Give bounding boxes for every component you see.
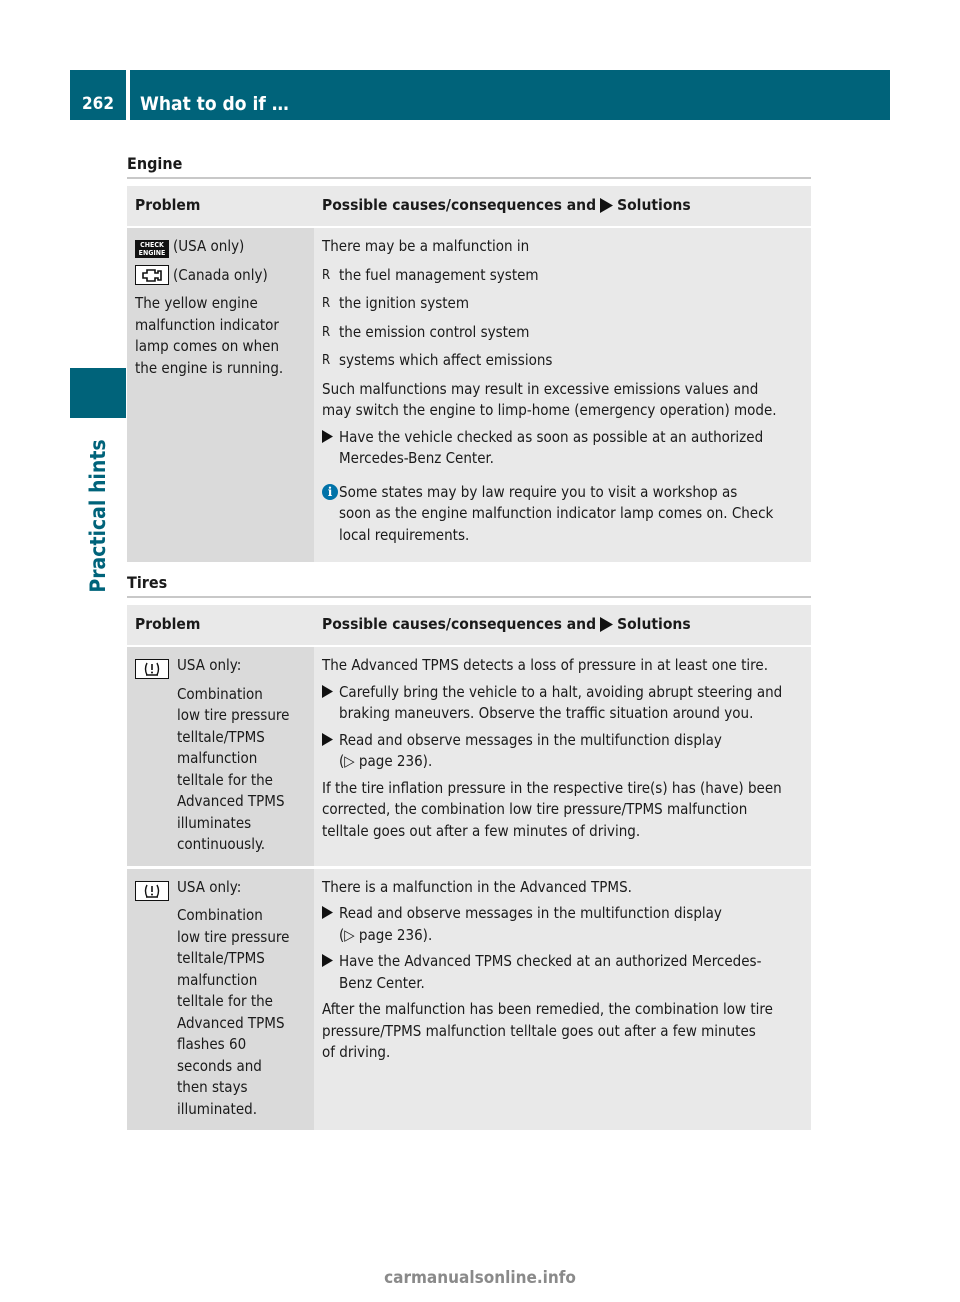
watermark: carmanualsonline.info xyxy=(384,1268,576,1288)
action-step: Read and observe messages in the multifunction display (▷ page 236). xyxy=(322,730,803,773)
sidebar-tab xyxy=(70,368,126,418)
table-row xyxy=(127,227,811,562)
sidebar-label: Practical hints xyxy=(86,439,110,593)
chapter-title: What to do if … xyxy=(140,93,289,115)
engine-outline-icon xyxy=(135,265,169,285)
problem-cell: CHECK ENGINE (USA only) (Canada only) The yellow engine malfunction indicator lamp comes on when the engine is running. xyxy=(127,227,314,562)
check-engine-icon: CHECK ENGINE xyxy=(135,240,169,258)
action-step: Carefully bring the vehicle to a halt, avoiding abrupt steering and braking maneuvers. Observe the traffic situation around you. xyxy=(322,682,803,725)
tires-section-title: Tires xyxy=(127,573,168,592)
action-arrow-icon xyxy=(322,430,333,443)
list-item: R systems which affect emissions xyxy=(322,350,803,372)
action-step: Have the Advanced TPMS checked at an authorized Mercedes- Benz Center. xyxy=(322,951,803,994)
action-arrow-icon xyxy=(322,685,333,698)
tire-pressure-icon xyxy=(135,659,169,679)
engine-table-header xyxy=(127,186,811,227)
list-item: R the emission control system xyxy=(322,322,803,344)
page-number: 262 xyxy=(82,94,114,114)
engine-rule xyxy=(127,177,811,179)
info-icon: i xyxy=(322,484,338,500)
col-solutions: Possible causes/consequences and Solutions xyxy=(314,186,811,227)
table-row xyxy=(127,867,811,1130)
action-step: Read and observe messages in the multifunction display (▷ page 236). xyxy=(322,903,803,946)
list-item: R the fuel management system xyxy=(322,265,803,287)
engine-table xyxy=(127,186,811,562)
engine-section-title: Engine xyxy=(127,154,183,173)
problem-cell: USA only: Combination low tire pressure telltale/TPMS malfunction telltale for the Advanced TPMS flashes 60 seconds and then stays illuminated. xyxy=(127,867,314,1130)
col-problem: Problem xyxy=(127,605,314,646)
solution-cell: There may be a malfunction in R the fuel management system R the ignition system R the emission control system R systems which affect emissions Such malfunctions may result in excessive emissions values and may switch the engine to limp-home (emergency operation) mode. Have the vehicle checked as soon as possible at an authorized Mercedes-Benz Center. i Some states may by law require you to visit a workshop as soon as the engine malfunction indicator lamp comes on. Check local requirements. xyxy=(314,227,811,562)
col-solutions: Possible causes/consequences and Solutions xyxy=(314,605,811,646)
col-problem: Problem xyxy=(127,186,314,227)
tires-table-header xyxy=(127,605,811,646)
table-row xyxy=(127,646,811,867)
problem-cell: USA only: Combination low tire pressure telltale/TPMS malfunction telltale for the Advanced TPMS illuminates continuously. xyxy=(127,646,314,867)
info-note: i Some states may by law require you to visit a workshop as soon as the engine malfunction indicator lamp comes on. Check local requirements. xyxy=(322,482,803,547)
solution-cell: The Advanced TPMS detects a loss of pressure in at least one tire. Carefully bring the vehicle to a halt, avoiding abrupt steering and braking maneuvers. Observe the traffic situation around you. Read and observe messages in the multifunction display (▷ page 236). If the tire inflation pressure in the respective tire(s) has (have) been corrected, the combination low tire pressure/TPMS malfunction telltale goes out after a few minutes of driving. xyxy=(314,646,811,867)
list-item: R the ignition system xyxy=(322,293,803,315)
action-arrow-icon xyxy=(322,733,333,746)
page-header xyxy=(70,70,890,120)
solution-arrow-icon xyxy=(600,617,613,632)
action-step: Have the vehicle checked as soon as possible at an authorized Mercedes-Benz Center. xyxy=(322,427,803,470)
header-separator xyxy=(126,70,130,120)
action-arrow-icon xyxy=(322,954,333,967)
tires-table xyxy=(127,605,811,1130)
solution-arrow-icon xyxy=(600,198,613,213)
tires-rule xyxy=(127,596,811,598)
action-arrow-icon xyxy=(322,906,333,919)
tire-pressure-icon xyxy=(135,881,169,901)
solution-cell: There is a malfunction in the Advanced TPMS. Read and observe messages in the multifunction display (▷ page 236). Have the Advanced TPMS checked at an authorized Mercedes- Benz Center. After the malfunction has been remedied, the combination low tire pressure/TPMS malfunction telltale goes out after a few minutes of driving. xyxy=(314,867,811,1130)
